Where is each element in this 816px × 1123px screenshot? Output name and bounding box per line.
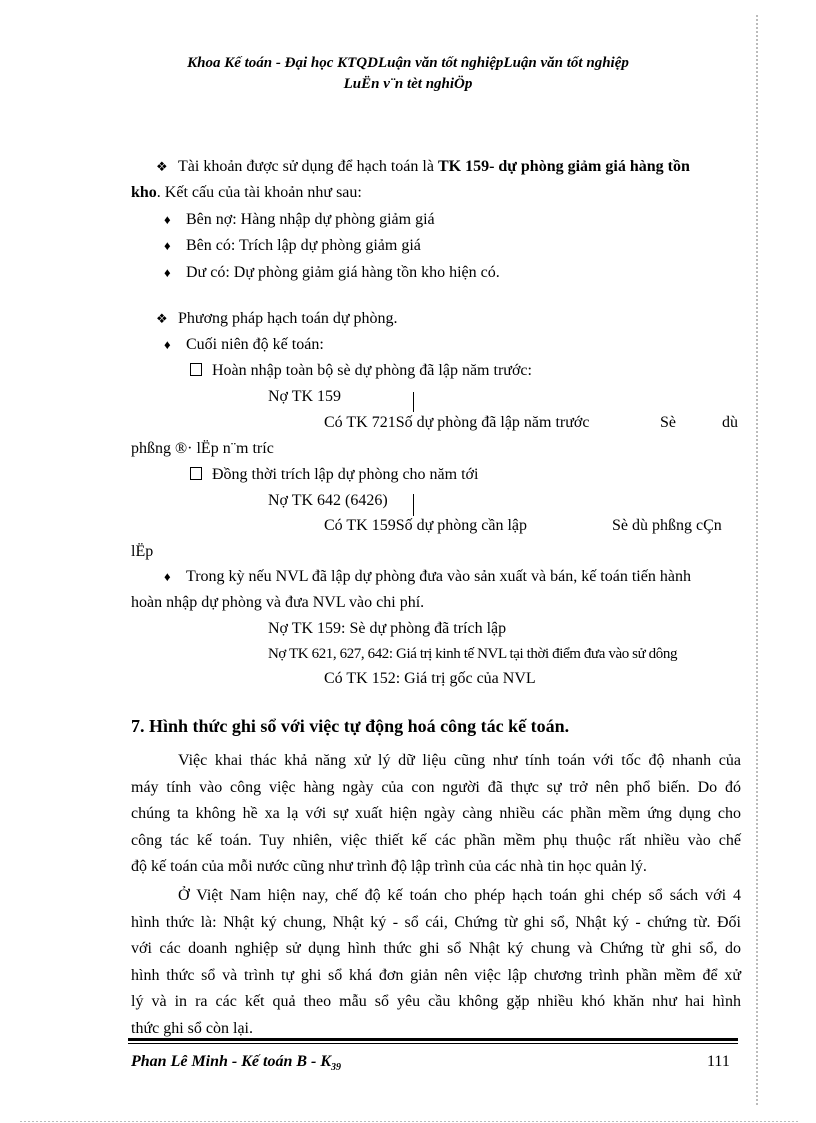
diamond-icon: ♦ xyxy=(164,212,171,227)
paragraph-line: thức ghi sổ còn lại. xyxy=(131,1019,253,1037)
entry-credit-1-tail-a: Sè xyxy=(660,414,676,431)
account-item-balance: ♦ Dư có: Dự phòng giảm giá hàng tồn kho hiện có. xyxy=(164,264,500,281)
entry-credit-2: Có TK 159Số dự phòng cần lập xyxy=(324,517,528,534)
diamond-icon: ♦ xyxy=(164,337,171,352)
account-line-2: kho. Kết cấu của tài khoản như sau: xyxy=(131,184,362,201)
during-year-line-1: ♦ Trong kỳ nếu NVL đã lập dự phòng đưa vào sản xuất và bán, kế toán tiến hành xyxy=(164,568,691,585)
entry-credit-1-wrap: phßng ®· lËp n¨m tríc xyxy=(131,440,274,457)
method-step-2: Đồng thời trích lập dự phòng cho năm tới xyxy=(190,465,478,485)
account-item-credit: ♦ Bên có: Trích lập dự phòng giảm giá xyxy=(164,237,421,254)
paragraph-line: Việc khai thác khả năng xử lý dữ liệu cũng như tính toán với tốc độ nhanh của xyxy=(178,752,741,769)
method-title: ❖ Phương pháp hạch toán dự phòng. xyxy=(156,310,398,327)
page-number: 111 xyxy=(707,1053,730,1070)
entry-debit-2: Nợ TK 642 (6426) xyxy=(268,492,388,509)
during-year-line-2: hoàn nhập dự phòng và đưa NVL vào chi phí. xyxy=(131,594,425,611)
header-subtitle: LuËn v¨n tèt nghiÖp xyxy=(343,76,473,92)
method-year-end: ♦ Cuối niên độ kế toán: xyxy=(164,336,324,353)
entry-credit-1: Có TK 721Số dự phòng đã lập năm trước xyxy=(324,414,590,431)
paragraph-line: với các doanh nghiệp sử dụng hình thức ghi sổ Nhật ký chung và Chứng từ ghi sổ, do xyxy=(131,940,741,957)
brace-line xyxy=(413,494,414,516)
entry-5: Có TK 152: Giá trị gốc của NVL xyxy=(324,670,536,687)
section-heading: 7. Hình thức ghi sổ với việc tự động hoá công tác kế toán. xyxy=(131,716,570,736)
page-edge-shadow-bottom xyxy=(20,1121,800,1122)
paragraph-line: lý và in ra các kết quả theo mẫu sổ yêu cầu không gặp nhiều khó khăn như hai hình xyxy=(131,993,741,1010)
entry-credit-2-wrap: lËp xyxy=(131,543,154,560)
paragraph-line: máy tính vào công việc hàng ngày của con người đã thực sự trở nên phổ biến. Do đó xyxy=(131,778,741,796)
footer-author: Phan Lê Minh - Kế toán B - $K_{39}$ xyxy=(131,1053,342,1074)
footer-rule-thin xyxy=(128,1043,738,1044)
empty-box-icon xyxy=(190,363,202,376)
entry-4: Nợ TK 621, 627, 642: Giá trị kinh tế NVL tại thời điểm đưa vào sử dông xyxy=(268,646,678,662)
method-step-1: Hoàn nhập toàn bộ sè dự phòng đã lập năm trước: xyxy=(190,361,532,381)
diamond-icon: ♦ xyxy=(164,265,171,280)
footer-rule xyxy=(128,1038,738,1041)
page-edge-shadow xyxy=(756,15,758,1105)
account-item-debit: ♦ Bên nợ: Hàng nhập dự phòng giảm giá xyxy=(164,211,435,228)
header-title: Khoa Kế toán - Đại học KTQDLuận văn tốt nghiệpLuận văn tốt nghiệp xyxy=(187,55,629,71)
paragraph-line: chúng ta không hề xa lạ với sự xuất hiện ngày càng nhiều các phần mềm ứng dụng cho xyxy=(131,805,741,822)
paragraph-line: hình thức là: Nhật ký chung, Nhật ký - sổ cái, Chứng từ ghi sổ, Nhật ký - chứng từ. Đối xyxy=(131,913,741,931)
diamond-icon: ♦ xyxy=(164,238,171,253)
paragraph-line: độ kế toán của mỗi nước cũng như trình độ lập trình của các nhà tin học quản lý. xyxy=(131,858,647,875)
entry-debit-1: Nợ TK 159 xyxy=(268,388,342,405)
four-point-star-icon: ❖ xyxy=(156,311,168,326)
paragraph-line: hình thức sổ và trình tự ghi sổ khá đơn giản nên việc lập chương trình phần mềm để xử xyxy=(131,966,741,984)
entry-3: Nợ TK 159: Sè dự phòng đã trích lập xyxy=(268,620,507,637)
diamond-icon: ♦ xyxy=(164,569,171,584)
entry-credit-2-tail: Sè dù phßng cÇn xyxy=(612,517,722,534)
entry-credit-1-tail-b: dù xyxy=(722,414,738,431)
account-line-1: ❖ Tài khoản được sử dụng để hạch toán là TK 159- dự phòng giảm giá hàng tồn xyxy=(156,158,690,175)
paragraph-2 xyxy=(131,883,741,1042)
paragraph-line: công tác kế toán. Tuy nhiên, việc thiết kế các phần mềm phụ thuộc rất nhiều vào chế xyxy=(131,831,741,849)
paragraph-line: Ở Việt Nam hiện nay, chế độ kế toán cho phép hạch toán ghi chép sổ sách với 4 xyxy=(178,887,741,904)
empty-box-icon xyxy=(190,467,202,480)
brace-line xyxy=(413,392,414,412)
paragraph-1 xyxy=(131,748,741,881)
four-point-star-icon: ❖ xyxy=(156,159,168,174)
